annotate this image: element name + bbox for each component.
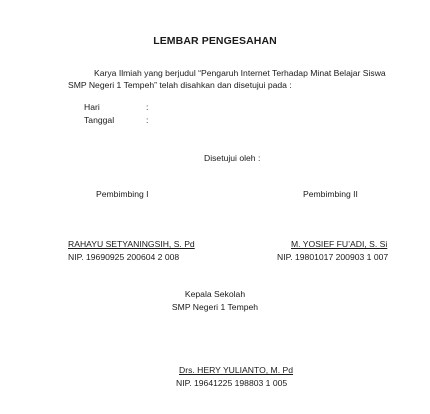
advisor-1-name: RAHAYU SETYANINGSIH, S. Pd	[68, 239, 195, 249]
tanggal-label: Tanggal	[84, 115, 115, 125]
principal-role: Kepala Sekolah	[184, 289, 246, 299]
intro-line-1: Karya Ilmiah yang berjudul “Pengaruh Internet Terhadap Minat Belajar Siswa	[94, 68, 386, 78]
principal-name: Drs. HERY YULIANTO, M. Pd	[179, 365, 293, 375]
advisor-2-role: Pembimbing II	[303, 189, 358, 199]
advisor-2-nip: NIP. 19801017 200903 1 007	[277, 252, 389, 262]
hari-label: Hari	[84, 102, 100, 112]
principal-nip: NIP. 19641225 198803 1 005	[176, 378, 288, 388]
intro-line-2: SMP Negeri 1 Tempeh” telah disahkan dan disetujui pada :	[68, 80, 292, 90]
approved-by-label: Disetujui oleh :	[204, 153, 261, 163]
document-title: LEMBAR PENGESAHAN	[153, 35, 277, 47]
advisor-1-role: Pembimbing I	[96, 189, 149, 199]
advisor-2-name: M. YOSIEF FU’ADI, S. Si	[291, 239, 388, 249]
tanggal-colon: :	[146, 115, 149, 125]
advisor-1-nip: NIP. 19690925 200604 2 008	[68, 252, 180, 262]
hari-colon: :	[146, 102, 149, 112]
principal-school: SMP Negeri 1 Tempeh	[171, 302, 259, 312]
